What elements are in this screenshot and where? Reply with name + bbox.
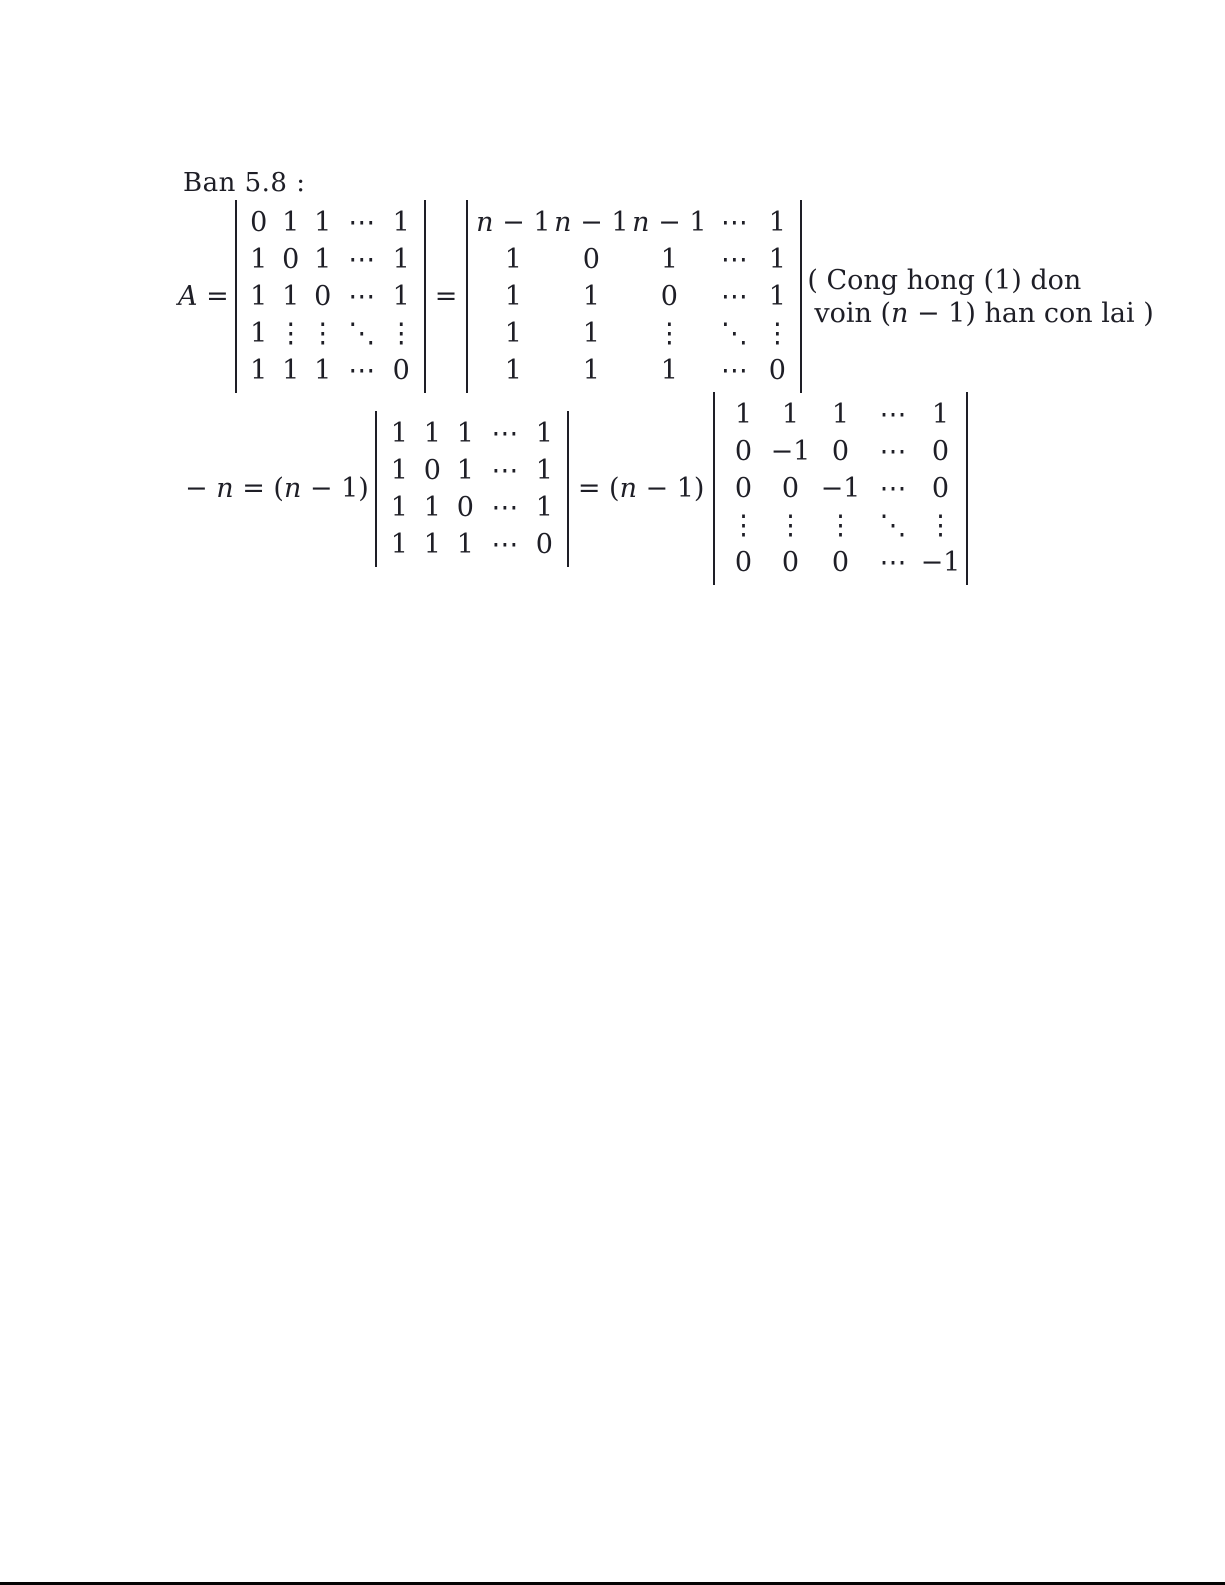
determinant-factored (375, 411, 569, 567)
annotation-line-1: ( Cong hong (1) don (807, 264, 1082, 296)
matrix-cell: ⋮ (309, 318, 337, 349)
matrix-cell: 1 (456, 417, 474, 449)
matrix-cell: 1 (535, 417, 553, 449)
matrix-cell: 0 (250, 207, 268, 238)
matrix-cell: 1 (282, 355, 300, 386)
lhs-minus-n: − n = (n − 1) (185, 473, 369, 504)
matrix-cell: ⋱ (348, 318, 376, 349)
matrix-cell: 0 (781, 547, 800, 578)
matrix-cell: 1 (781, 399, 800, 430)
matrix-cell: ⋯ (348, 355, 376, 386)
matrix-cell: 1 (250, 355, 268, 386)
matrix-cell: 0 (831, 436, 850, 467)
matrix-cell: 0 (831, 547, 850, 578)
matrix-cell: ⋱ (879, 510, 907, 541)
matrix-cell: 1 (392, 244, 410, 275)
equation-line-2 (185, 392, 968, 585)
matrix-cell: ⋮ (729, 510, 757, 541)
matrix-cell: 1 (423, 417, 441, 449)
matrix-cell: 1 (423, 491, 441, 523)
annotation (807, 264, 1153, 330)
matrix-cell: ⋯ (348, 281, 376, 312)
matrix-cell: 0 (734, 436, 753, 467)
matrix-cell: 1 (250, 244, 268, 275)
matrix-cell: 0 (931, 436, 950, 467)
matrix-cell: ⋯ (348, 207, 376, 238)
matrix-cell: 0 (392, 355, 410, 386)
matrix-cell: 1 (282, 281, 300, 312)
matrix-cell: ⋯ (720, 355, 748, 386)
annotation-line-2: voin (n − 1) han con lai ) (814, 297, 1154, 329)
matrix-cell: 1 (282, 207, 300, 238)
matrix-cell: 1 (390, 491, 408, 523)
matrix-cell: 1 (456, 528, 474, 560)
matrix-cell: 1 (504, 281, 522, 312)
matrix-cell: 0 (734, 473, 753, 504)
matrix-cell: 0 (660, 281, 678, 312)
matrix-cell: ⋯ (491, 528, 519, 560)
matrix-cell: 1 (535, 491, 553, 523)
matrix-cell: 1 (768, 244, 786, 275)
matrix-cell: 1 (535, 454, 553, 486)
matrix-cell: ⋮ (277, 318, 305, 349)
matrix-cell: 1 (582, 355, 600, 386)
matrix-cell: 1 (582, 318, 600, 349)
matrix-cell: 1 (504, 355, 522, 386)
equation-line-1 (178, 200, 1154, 393)
matrix-cell: 0 (768, 355, 786, 386)
matrix-cell: 1 (250, 281, 268, 312)
matrix-cell: 1 (390, 528, 408, 560)
matrix-cell: 0 (456, 491, 474, 523)
matrix-cell: ⋯ (491, 417, 519, 449)
matrix-cell: ⋮ (826, 510, 854, 541)
matrix-cell: 0 (423, 454, 441, 486)
matrix-cell: 0 (314, 281, 332, 312)
matrix-cell: 1 (390, 417, 408, 449)
matrix-cell: ⋯ (491, 491, 519, 523)
matrix-cell: 1 (582, 281, 600, 312)
determinant-triangular (713, 392, 968, 585)
determinant-a (235, 200, 426, 393)
matrix-cell: 1 (423, 528, 441, 560)
matrix-cell: 1 (768, 207, 786, 238)
matrix-cell: ⋯ (879, 399, 907, 430)
determinant-row-summed (466, 200, 802, 393)
matrix-cell: n − 1 (632, 207, 707, 238)
matrix-cell: −1 (820, 473, 861, 504)
matrix-cell: 1 (456, 454, 474, 486)
matrix-cell: 0 (282, 244, 300, 275)
matrix-cell: 1 (931, 399, 950, 430)
matrix-cell: −1 (770, 436, 811, 467)
lhs-a-equals: A = (178, 281, 229, 312)
matrix-cell: ⋮ (926, 510, 954, 541)
matrix-cell: −1 (920, 547, 961, 578)
matrix-cell: 1 (734, 399, 753, 430)
matrix-cell: 1 (314, 207, 332, 238)
matrix-cell: ⋯ (879, 547, 907, 578)
equals-n-minus-1: = (n − 1) (577, 473, 705, 504)
matrix-cell: ⋯ (720, 207, 748, 238)
matrix-cell: ⋯ (348, 244, 376, 275)
matrix-cell: ⋯ (720, 244, 748, 275)
matrix-cell: 1 (768, 281, 786, 312)
matrix-cell: ⋯ (879, 436, 907, 467)
matrix-cell: ⋱ (720, 318, 748, 349)
matrix-cell: 1 (314, 244, 332, 275)
matrix-cell: 1 (392, 207, 410, 238)
matrix-cell: 1 (660, 355, 678, 386)
matrix-cell: 1 (504, 244, 522, 275)
problem-title: Ban 5.8 : (183, 168, 306, 198)
matrix-cell: ⋮ (655, 318, 683, 349)
matrix-cell: 1 (314, 355, 332, 386)
matrix-cell: 0 (734, 547, 753, 578)
matrix-cell: 1 (831, 399, 850, 430)
matrix-cell: 1 (250, 318, 268, 349)
matrix-cell: 1 (392, 281, 410, 312)
matrix-cell: 0 (781, 473, 800, 504)
matrix-cell: 1 (660, 244, 678, 275)
matrix-cell: n − 1 (476, 207, 551, 238)
matrix-cell: ⋯ (879, 473, 907, 504)
matrix-cell: ⋯ (491, 454, 519, 486)
matrix-cell: ⋮ (387, 318, 415, 349)
matrix-cell: ⋯ (720, 281, 748, 312)
matrix-cell: 1 (390, 454, 408, 486)
matrix-cell: n − 1 (554, 207, 629, 238)
matrix-cell: 0 (535, 528, 553, 560)
matrix-cell: 0 (931, 473, 950, 504)
matrix-cell: 1 (504, 318, 522, 349)
matrix-cell: 0 (582, 244, 600, 275)
matrix-cell: ⋮ (776, 510, 804, 541)
equals-sign: = (434, 281, 458, 312)
matrix-cell: ⋮ (763, 318, 791, 349)
